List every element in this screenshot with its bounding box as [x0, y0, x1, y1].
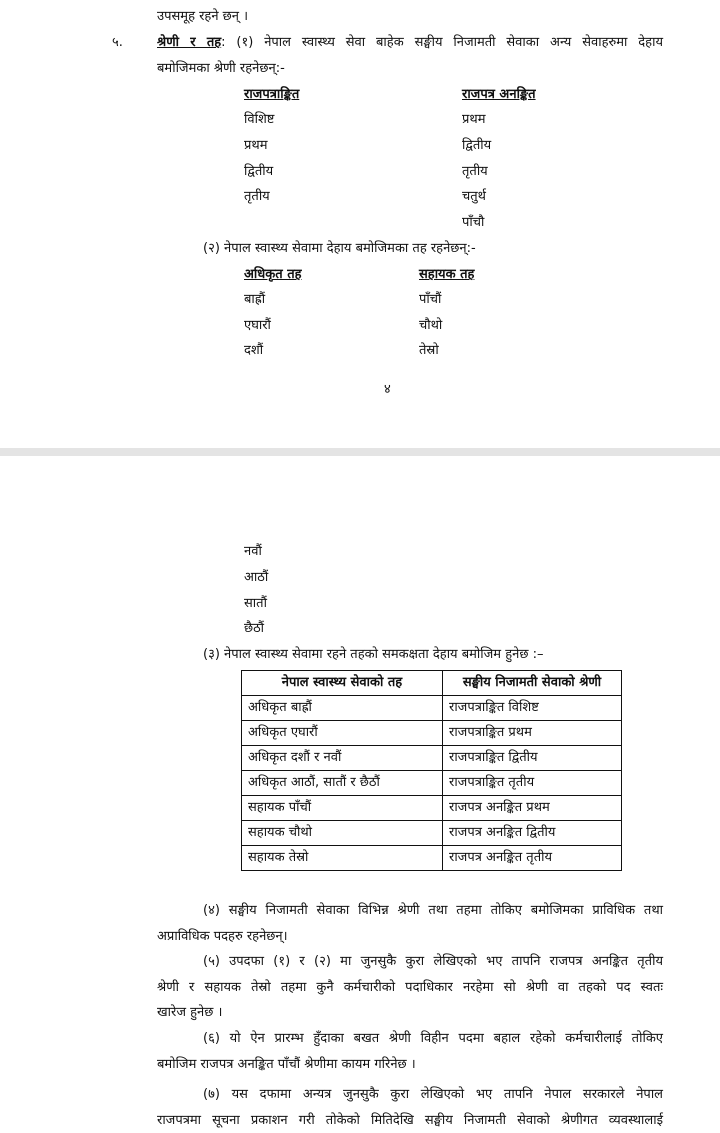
subsection-4-line-1: (४) सङ्घीय निजामती सेवाका विभिन्न श्रेणी तथा तहमा तोकिए बमोजिमका प्राविधिक तथा: [203, 903, 663, 918]
list2-left-heading: अधिकृत तह: [244, 267, 302, 282]
list1-right-item: चतुर्थ: [462, 189, 486, 204]
table-cell: राजपत्र अनङ्कित द्वितीय: [443, 821, 622, 846]
table-cell: राजपत्राङ्कित तृतीय: [443, 771, 622, 796]
list1-left-heading: राजपत्राङ्कित: [244, 87, 300, 102]
subsection-6-line-1: (६) यो ऐन प्रारम्भ हुँदाका बखत श्रेणी विहीन पदमा बहाल रहेको कर्मचारीलाई तोकिए: [203, 1031, 663, 1046]
list2-left-item: एघारौं: [244, 318, 271, 333]
table-row: [242, 771, 622, 796]
list1-left-item: प्रथम: [244, 138, 268, 153]
list2-right-item: तेस्रो: [419, 343, 439, 358]
continued-list-item: सातौं: [244, 596, 267, 611]
continued-list-item: छैठौं: [244, 621, 265, 636]
table-cell: राजपत्राङ्कित द्वितीय: [443, 746, 622, 771]
section-number: ५.: [112, 35, 123, 50]
list1-right-item: द्वितीय: [462, 138, 492, 153]
table-cell: राजपत्र अनङ्कित तृतीय: [443, 846, 622, 871]
list2-right-item: चौथो: [419, 318, 443, 333]
list2-left-item: बाह्रौं: [244, 292, 266, 307]
list1-right-item: प्रथम: [462, 112, 486, 127]
subsection-7-line-2: राजपत्रमा सूचना प्रकाशन गरी तोकेको मितिदेखि सङ्घीय निजामती सेवाको श्रेणीगत व्यवस्थालाई: [157, 1113, 663, 1128]
continued-list-item: नवौं: [244, 544, 262, 559]
subsection-5-line-2: श्रेणी र सहायक तेस्रो तहमा कुनै कर्मचारीको पदाधिकार नरहेमा सो श्रेणी वा तहको पद स्वतः: [157, 980, 663, 995]
continued-list-item: आठौं: [244, 570, 269, 585]
table-row: [242, 746, 622, 771]
list1-left-item: तृतीय: [244, 189, 270, 204]
list2-left-item: दशौं: [244, 343, 264, 358]
subsection-3: (३) नेपाल स्वास्थ्य सेवामा रहने तहको समकक्षता देहाय बमोजिम हुनेछ :–: [203, 647, 544, 662]
table-cell: राजपत्राङ्कित विशिष्ट: [443, 696, 622, 721]
subsection-7-line-1: (७) यस दफामा अन्यत्र जुनसुकै कुरा लेखिएको भए तापनि नेपाल सरकारले नेपाल: [203, 1087, 663, 1102]
table-row: [242, 721, 622, 746]
subsection-5-line-1: (५) उपदफा (१) र (२) मा जुनसुकै कुरा लेखिएको भए तापनि राजपत्र अनङ्कित तृतीय: [203, 954, 663, 969]
subsection-6-line-2: बमोजिम राजपत्र अनङ्कित पाँचौं श्रेणीमा कायम गरिनेछ ।: [157, 1057, 416, 1072]
page-number: ४: [384, 382, 391, 397]
table-cell: सहायक चौथो: [242, 821, 443, 846]
section-5-first-line: [157, 34, 663, 52]
table-row: [242, 821, 622, 846]
list2-right-item: पाँचौं: [419, 292, 442, 307]
list1-left-item: द्वितीय: [244, 164, 274, 179]
section-heading: श्रेणी र तह: [157, 35, 222, 50]
table-row: [242, 696, 622, 721]
table-header: सङ्घीय निजामती सेवाको श्रेणी: [443, 671, 622, 696]
list1-left-item: विशिष्ट: [244, 112, 275, 127]
subsection-1-line-2: बमोजिमका श्रेणी रहनेछन्:-: [157, 61, 285, 76]
table-cell: अधिकृत दशौं र नवौं: [242, 746, 443, 771]
list2-right-heading: सहायक तह: [419, 267, 475, 282]
table-header: नेपाल स्वास्थ्य सेवाको तह: [242, 671, 443, 696]
table-cell: अधिकृत बाह्रौं: [242, 696, 443, 721]
subsection-2: (२) नेपाल स्वास्थ्य सेवामा देहाय बमोजिमका तह रहनेछन्:-: [203, 241, 476, 256]
list1-right-item: पाँचौ: [462, 215, 485, 230]
list1-right-heading: राजपत्र अनङ्कित: [462, 87, 536, 102]
carry-over-line: उपसमूह रहने छन् ।: [157, 9, 249, 24]
table-cell: सहायक तेस्रो: [242, 846, 443, 871]
subsection-4-line-2: अप्राविधिक पदहरु रहनेछन्।: [157, 929, 288, 944]
subsection-5-line-3: खारेज हुनेछ ।: [157, 1005, 223, 1020]
table-row: [242, 846, 622, 871]
list1-right-item: तृतीय: [462, 164, 488, 179]
subsection-1-line-1: : (१) नेपाल स्वास्थ्य सेवा बाहेक सङ्घीय निजामती सेवाका अन्य सेवाहरुमा देहाय: [221, 35, 663, 50]
table-cell: अधिकृत एघारौं: [242, 721, 443, 746]
table-cell: अधिकृत आठौं, सातौं र छैठौं: [242, 771, 443, 796]
table-header-row: [242, 671, 622, 696]
equivalence-table: [241, 670, 622, 871]
table-cell: राजपत्र अनङ्कित प्रथम: [443, 796, 622, 821]
table-cell: सहायक पाँचौं: [242, 796, 443, 821]
page-separator: [0, 448, 720, 456]
table-row: [242, 796, 622, 821]
table-cell: राजपत्राङ्कित प्रथम: [443, 721, 622, 746]
